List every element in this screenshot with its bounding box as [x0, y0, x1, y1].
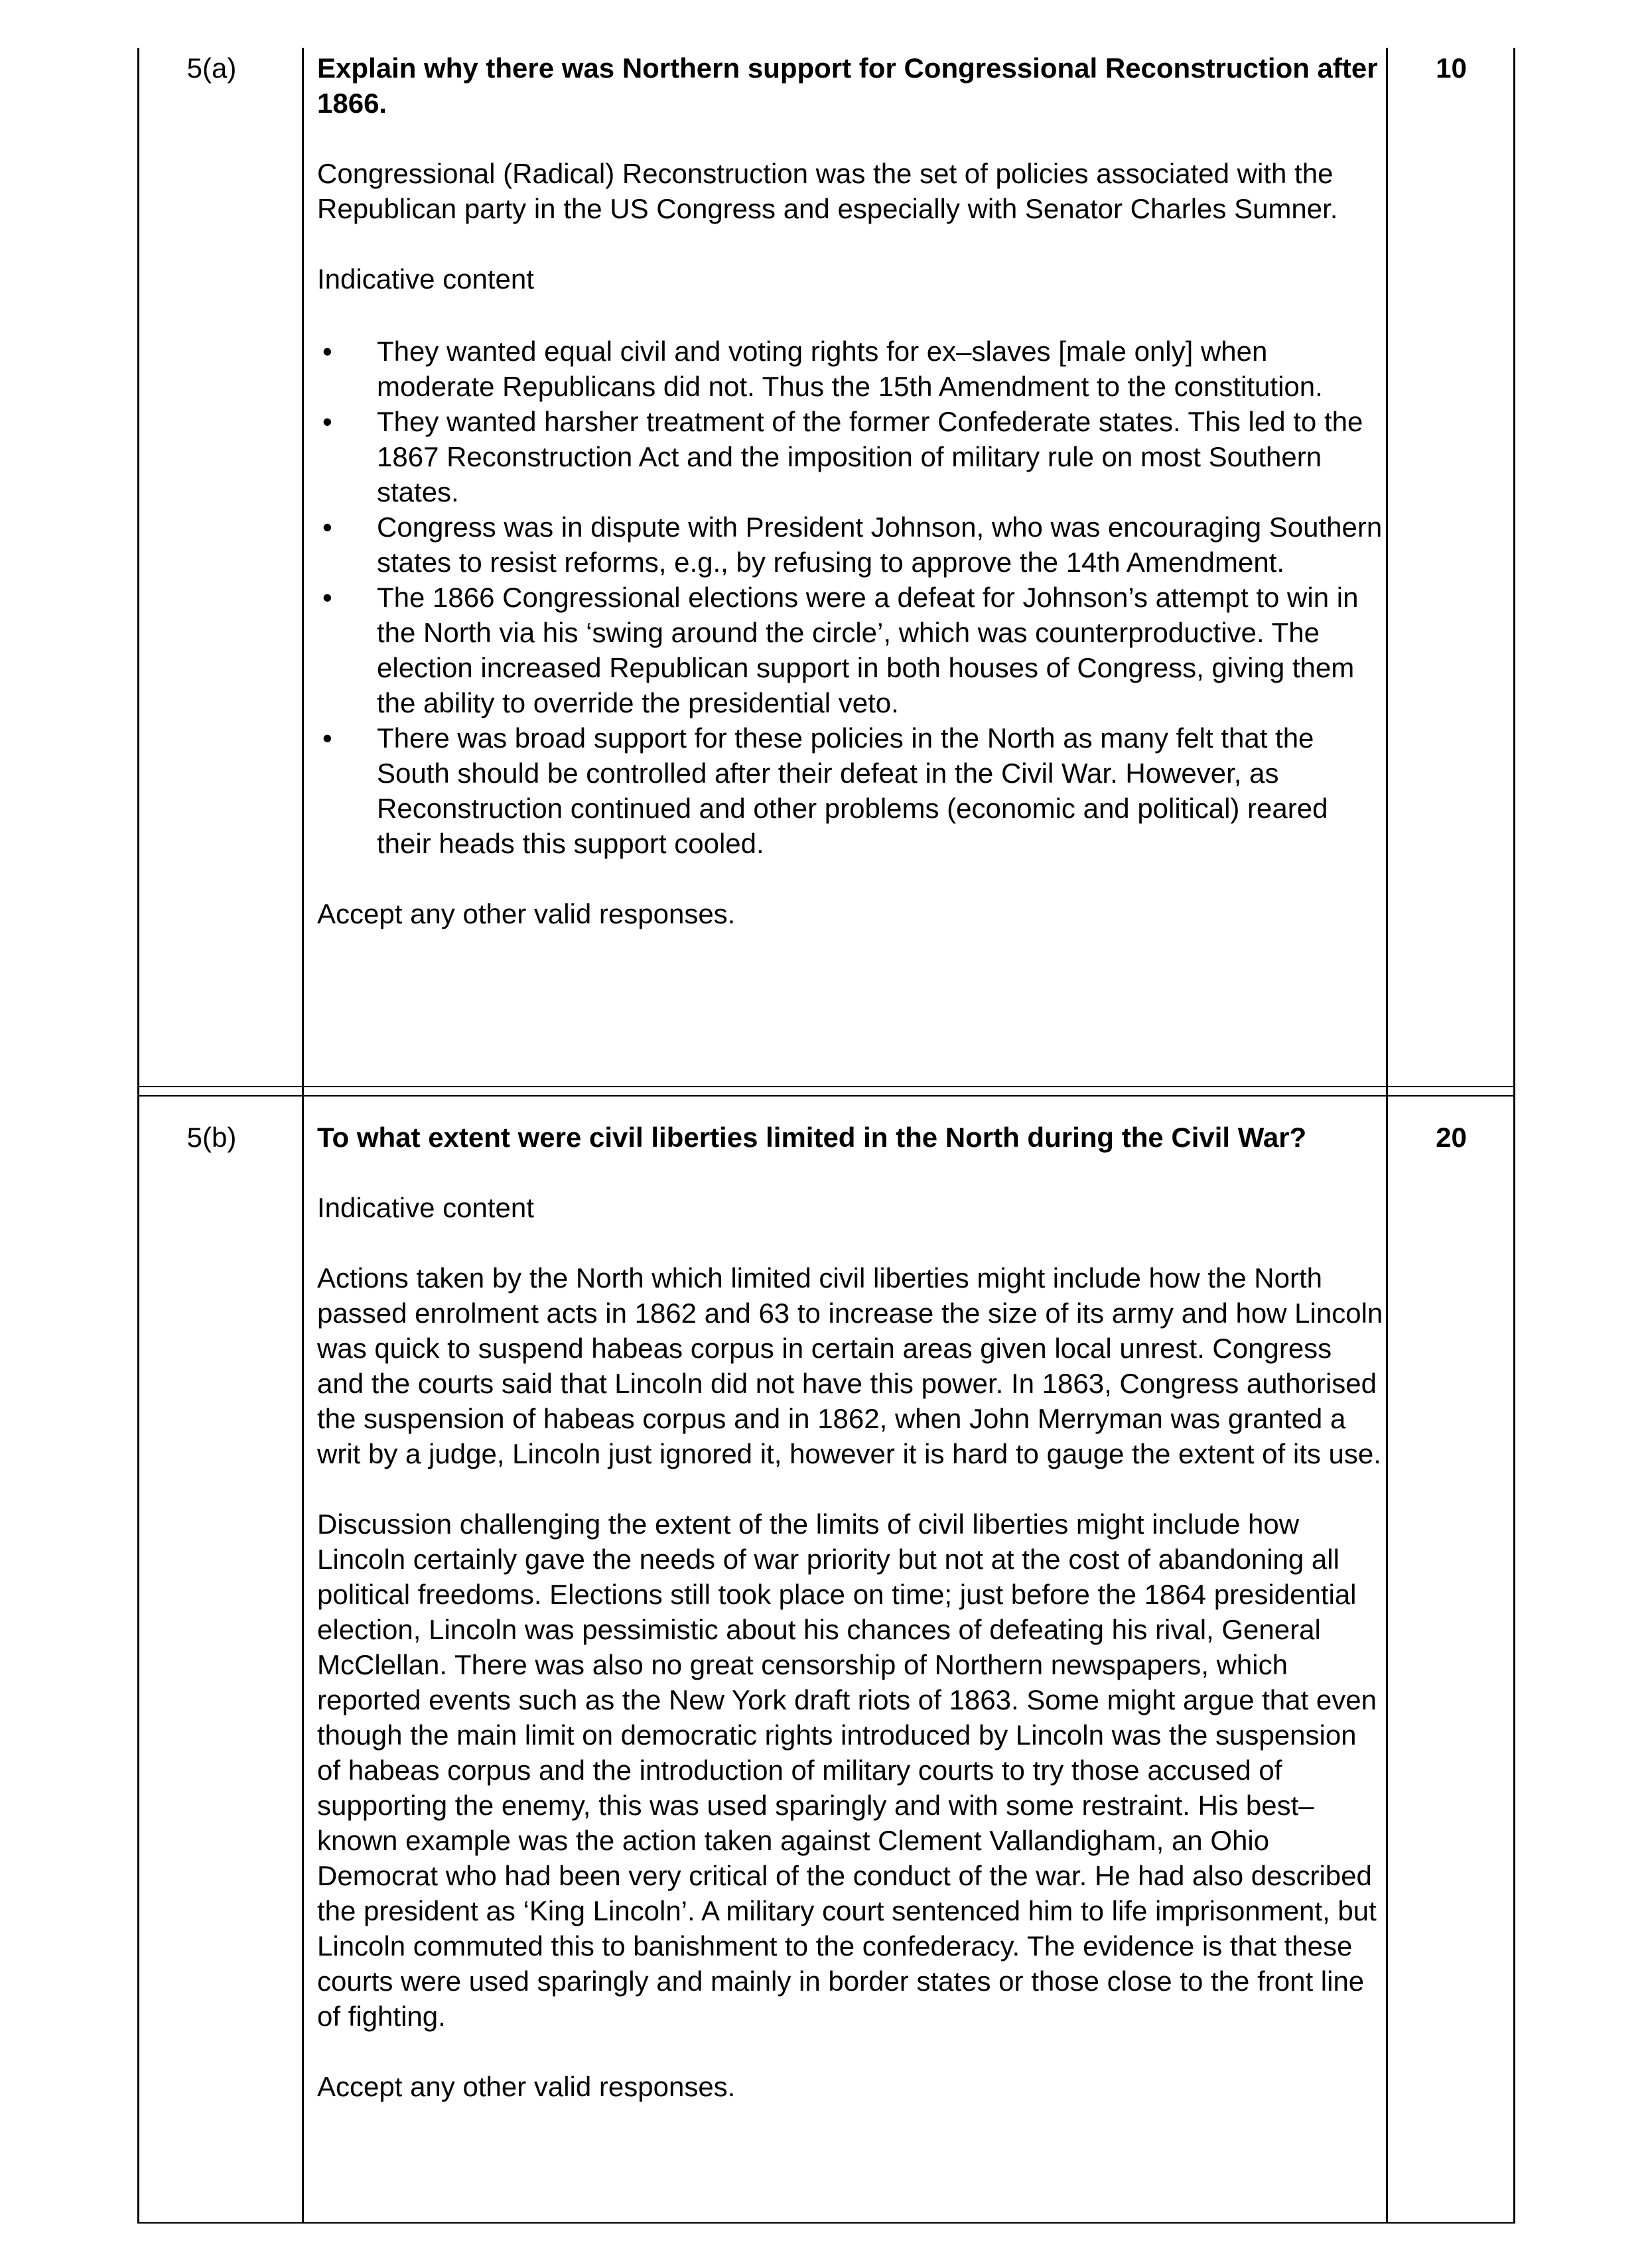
table-border-right	[1513, 48, 1515, 2224]
column-divider-question	[302, 48, 304, 2224]
bullet-icon: •	[322, 336, 332, 367]
answer-paragraph: Discussion challenging the extent of the limits of civil liberties might include how Lincoln certainly gave the needs of war priority but not at the cost of abandoning all political freedoms. Elections still took place on time; just before the 1864 presidential election, Lincoln was pessimistic about his chances of defeating his rival, General McClellan. There was also no great censorship of Northern newspapers, which reported events such as the New York draft riots of 1863. Some might argue that even though the main limit on democratic rights introduced by Lincoln was the suspension of habeas corpus and the introduction of military courts to try those accused of supporting the enemy, this was used sparingly and with some restraint. His best–known example was the action taken against Clement Vallandigham, an Ohio Democrat who had been very critical of the conduct of the war. He had also described the president as ‘King Lincoln’. A military court sentenced him to life imprisonment, but Lincoln commuted this to banishment to the confederacy. The evidence is that these courts were used sparingly and mainly in border states or those close to the front line of fighting.	[317, 1508, 1377, 2032]
row-separator-top	[137, 1086, 1515, 1087]
question-number: 5(b)	[186, 1122, 237, 1153]
closing-note: Accept any other valid responses.	[317, 898, 736, 929]
bullet-icon: •	[322, 406, 332, 437]
list-item: • They wanted equal civil and voting rights for ex–slaves [male only] when moderate Republicans did not. Thus the 15th Amendment to the constitution.	[317, 334, 1385, 404]
question-heading: To what extent were civil liberties limited in the North during the Civil War?	[317, 1122, 1307, 1153]
row-separator-bottom	[137, 1095, 1515, 1097]
marks-value: 20	[1436, 1122, 1467, 1153]
question-heading: Explain why there was Northern support for Congressional Reconstruction after 1866.	[317, 52, 1378, 119]
indicative-content-label: Indicative content	[317, 1192, 534, 1223]
list-item: • Congress was in dispute with President Johnson, who was encouraging Southern states to resist reforms, e.g., by refusing to approve the 14th Amendment.	[317, 509, 1385, 580]
question-number: 5(a)	[186, 52, 237, 84]
answer-block-5b	[317, 1120, 1385, 2104]
bullet-icon: •	[322, 511, 332, 543]
answer-paragraph: Actions taken by the North which limited civil liberties might include how the North passed enrolment acts in 1862 and 63 to increase the size of its army and how Lincoln was quick to suspend habeas corpus in certain areas given local unrest. Congress and the courts said that Lincoln did not have this power. In 1863, Congress authorised the suspension of habeas corpus and in 1862, when John Merryman was granted a writ by a judge, Lincoln just ignored it, however it is hard to gauge the extent of its use.	[317, 1262, 1383, 1469]
list-item: • There was broad support for these policies in the North as many felt that the South should be controlled after their defeat in the Civil War. However, as Reconstruction continued and other problems (economic and political) reared their heads this support cooled.	[317, 720, 1385, 861]
answer-block-5a	[317, 50, 1385, 931]
column-divider-marks	[1386, 48, 1388, 2224]
indicative-bullet-list	[317, 334, 1385, 861]
marks-value: 10	[1436, 52, 1467, 84]
list-item: • The 1866 Congressional elections were a defeat for Johnson’s attempt to win in the North via his ‘swing around the circle’, which was counterproductive. The election increased Republican support in both houses of Congress, giving them the ability to override the presidential veto.	[317, 580, 1385, 720]
bullet-icon: •	[322, 722, 332, 754]
list-item: • They wanted harsher treatment of the former Confederate states. This led to the 1867 Reconstruction Act and the imposition of military rule on most Southern states.	[317, 404, 1385, 509]
indicative-content-label: Indicative content	[317, 263, 534, 295]
bullet-icon: •	[322, 582, 332, 613]
table-border-bottom	[137, 2222, 1515, 2224]
closing-note: Accept any other valid responses.	[317, 2071, 736, 2102]
intro-paragraph: Congressional (Radical) Reconstruction was the set of policies associated with the Republican party in the US Congress and especially with Senator Charles Sumner.	[317, 158, 1338, 224]
